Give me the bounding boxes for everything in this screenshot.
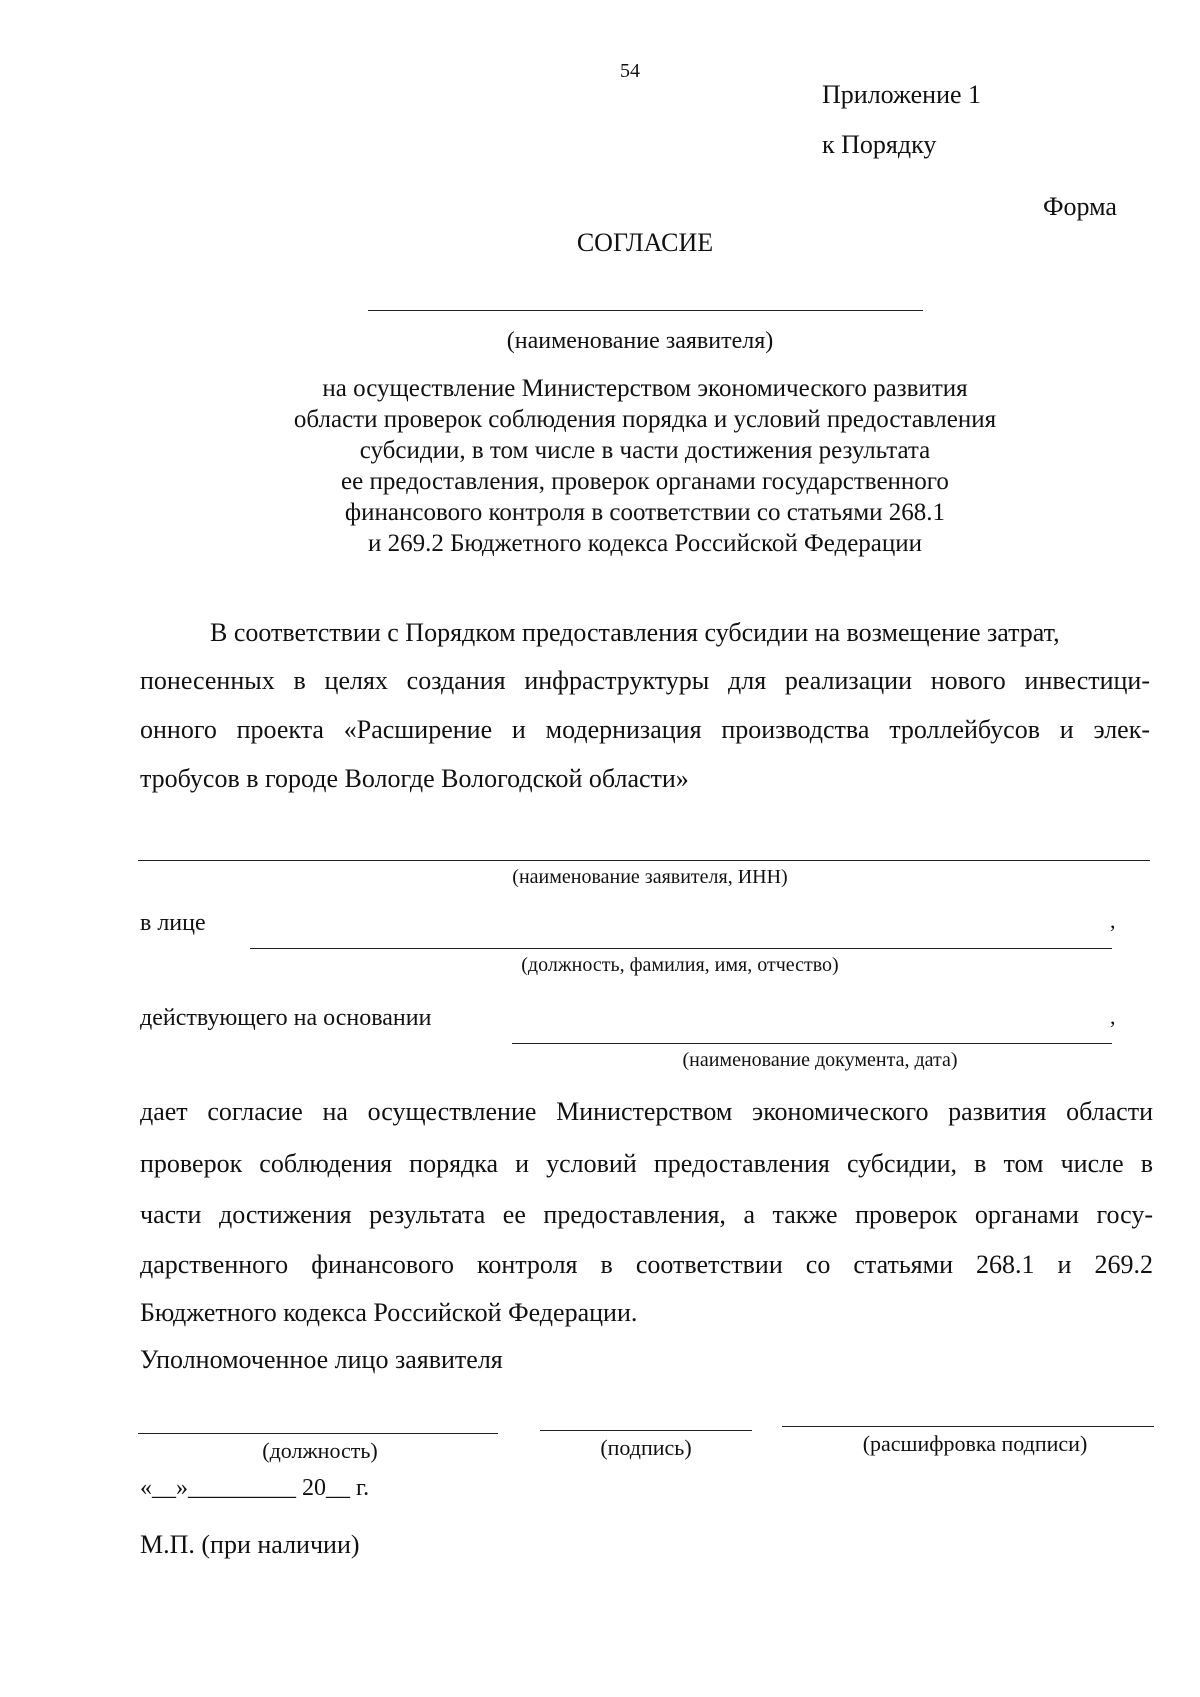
basis-comma: , bbox=[1110, 1004, 1116, 1029]
intro-line: В соответствии с Порядком предоставления субсидии на возмещение затрат, bbox=[210, 618, 1060, 647]
appendix-line2: к Порядку bbox=[822, 130, 937, 159]
intro-line: понесенных в целях создания инфраструктуры для реализации нового инвестици- bbox=[140, 666, 1150, 695]
in-person-caption: (должность, фамилия, имя, отчество) bbox=[521, 954, 839, 976]
subtitle-line: ее предоставления, проверок органами государственного bbox=[341, 468, 949, 495]
consent-line: проверок соблюдения порядка и условий предоставления субсидии, в том числе в bbox=[140, 1149, 1153, 1178]
basis-caption: (наименование документа, дата) bbox=[682, 1049, 958, 1071]
date-line: «__»_________ 20__ г. bbox=[140, 1475, 370, 1501]
basis-line bbox=[512, 1043, 1112, 1044]
position-line bbox=[138, 1433, 498, 1434]
appendix-line1: Приложение 1 bbox=[822, 80, 982, 109]
decoding-line bbox=[782, 1426, 1154, 1427]
consent-line: дает согласие на осуществление Министерством экономического развития области bbox=[140, 1097, 1153, 1126]
basis-label: действующего на основании bbox=[140, 1005, 432, 1031]
authorized-person-label: Уполномоченное лицо заявителя bbox=[140, 1345, 503, 1374]
subtitle bbox=[245, 373, 1045, 559]
decoding-caption: (расшифровка подписи) bbox=[862, 1431, 1088, 1456]
in-person-comma: , bbox=[1110, 908, 1116, 933]
intro-line: онного проекта «Расширение и модернизация производства троллейбусов и элек- bbox=[140, 715, 1150, 744]
subtitle-line: области проверок соблюдения порядка и условий предоставления bbox=[293, 406, 997, 433]
in-person-line bbox=[250, 948, 1112, 949]
subtitle-line: финансового контроля в соответствии со статьями 268.1 bbox=[344, 499, 946, 526]
in-person-label: в лице bbox=[140, 910, 206, 936]
position-caption: (должность) bbox=[262, 1438, 378, 1463]
subtitle-line: субсидии, в том числе в части достижения результата bbox=[359, 437, 931, 464]
applicant-name-line bbox=[368, 310, 923, 311]
subtitle-line: и 269.2 Бюджетного кодекса Российской Федерации bbox=[367, 530, 923, 557]
stamp-label: М.П. (при наличии) bbox=[140, 1530, 360, 1559]
subtitle-line: на осуществление Министерством экономического развития bbox=[322, 375, 968, 402]
document-title: СОГЛАСИЕ bbox=[576, 228, 714, 257]
applicant-caption: (наименование заявителя) bbox=[506, 328, 774, 354]
intro-line: тробусов в городе Вологде Вологодской области» bbox=[140, 764, 689, 793]
consent-line: Бюджетного кодекса Российской Федерации. bbox=[140, 1298, 638, 1327]
page-number: 54 bbox=[620, 60, 640, 82]
signature-line bbox=[540, 1430, 752, 1431]
consent-line: части достижения результата ее предоставления, а также проверок органами госу- bbox=[140, 1200, 1153, 1229]
applicant-inn-line bbox=[138, 860, 1150, 861]
signature-caption: (подпись) bbox=[600, 1435, 692, 1460]
form-label: Форма bbox=[1043, 192, 1117, 221]
applicant-inn-caption: (наименование заявителя, ИНН) bbox=[512, 866, 788, 888]
consent-line: дарственного финансового контроля в соответствии со статьями 268.1 и 269.2 bbox=[140, 1250, 1153, 1279]
